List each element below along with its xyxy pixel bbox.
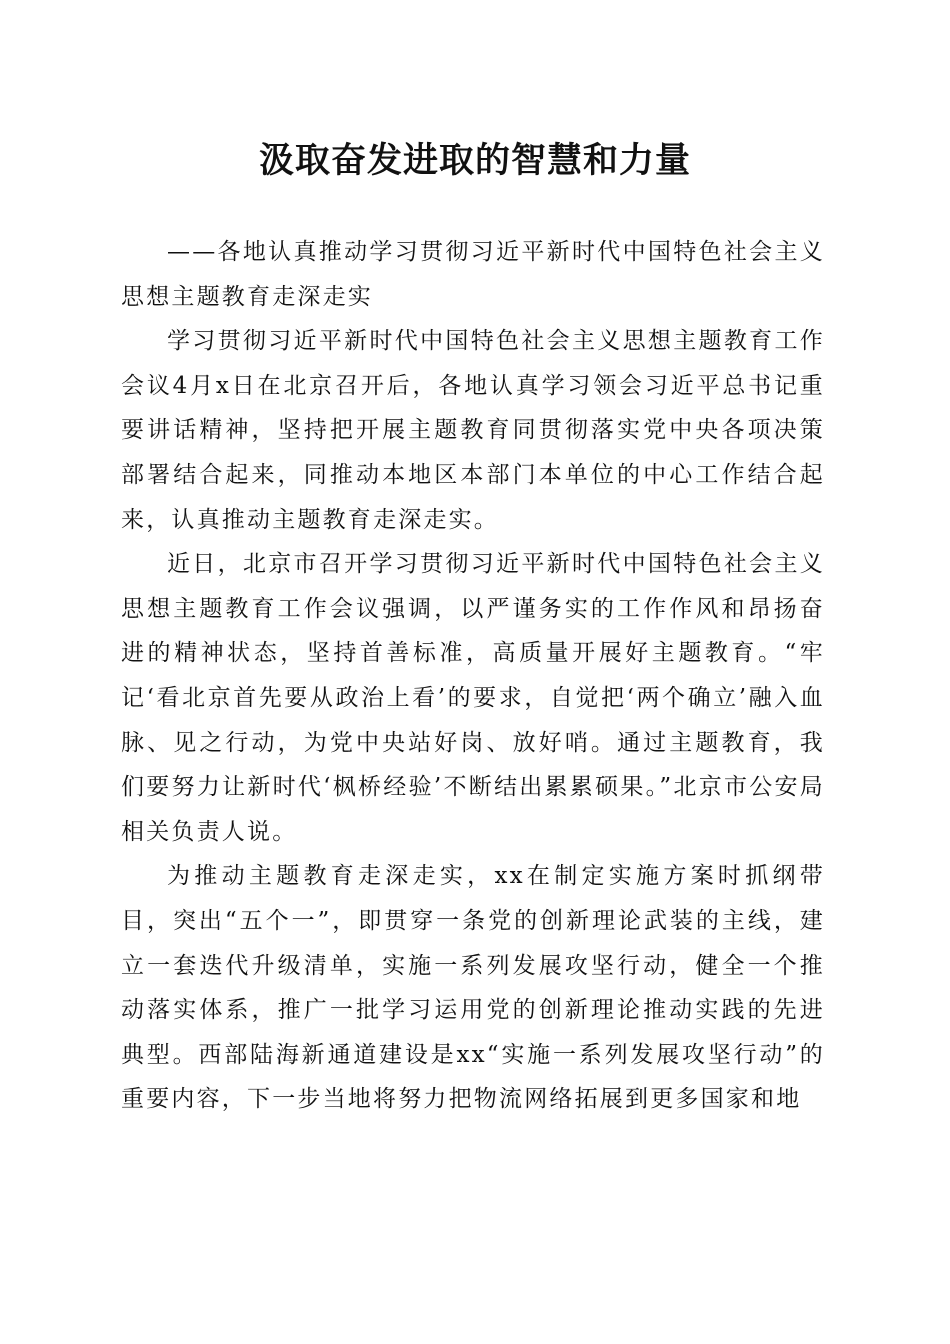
body-paragraph-3: 为推动主题教育走深走实，xx在制定实施方案时抓纲带目，突出“五个一”，即贯穿一条党的创新理论武装的主线，建立一套迭代升级清单，实施一系列发展攻坚行动，健全一个推动落实体系，推广一批学习运用党的创新理论推动实践的先进典型。西部陆海新通道建设是xx“实施一系列发展攻坚行动”的重要内容，下一步当地将努力把物流网络拓展到更多国家和地 (121, 863, 825, 1113)
body-paragraph-1: 学习贯彻习近平新时代中国特色社会主义思想主题教育工作会议4月x日在北京召开后，各地认真学习领会习近平总书记重要讲话精神，坚持把开展主题教育同贯彻落实党中央各项决策部署结合起来，同推动本地区本部门本单位的中心工作结合起来，认真推动主题教育走深走实。 (121, 328, 825, 533)
document-body (121, 230, 825, 1122)
body-paragraph-2: 近日，北京市召开学习贯彻习近平新时代中国特色社会主义思想主题教育工作会议强调，以严谨务实的工作作风和昂扬奋进的精神状态，坚持首善标准，高质量开展好主题教育。“牢记‘看北京首先要从政治上看’的要求，自觉把‘两个确立’融入血脉、见之行动，为党中央站好岗、放好哨。通过主题教育，我们要努力让新时代‘枫桥经验’不断结出累累硕果。”北京市公安局相关负责人说。 (121, 551, 825, 845)
subtitle-paragraph: ——各地认真推动学习贯彻习近平新时代中国特色社会主义思想主题教育走深走实 (121, 239, 825, 310)
document-title: 汲取奋发进取的智慧和力量 (258, 140, 691, 181)
